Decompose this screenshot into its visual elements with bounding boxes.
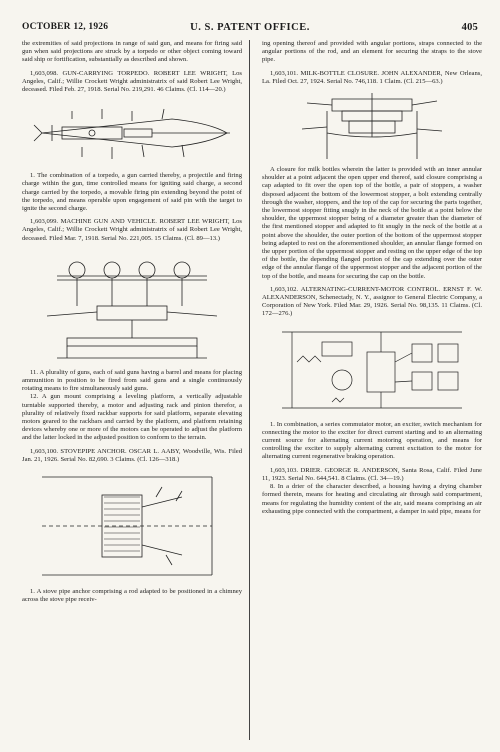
machine-gun-figure — [37, 246, 227, 366]
patent-heading-milk-bottle-closure: 1,603,101. MILK-BOTTLE CLOSURE. JOHN ALEXANDER, New Orleans, La. Filed Oct. 27, 1924. Serial No. 746,118. 1 Claim. (Cl. 215—63.) — [262, 69, 482, 85]
header-date: OCTOBER 12, 1926 — [22, 22, 109, 32]
patent-heading-machine-gun: 1,603,099. MACHINE GUN AND VEHICLE. ROBERT LEE WRIGHT, Los Angeles, Calif.; Willie Crockett Wright administratrix of said Robert Lee Wright, deceased. Filed Mar. 7, 1918. Serial No. 221,005. 15 Claims. (Cl. 89—13.) — [22, 218, 242, 242]
continued-text: the extremities of said projections in range of said gun, and means for firing said gun when said projections are struck by a torpedo or other object coming toward said ship or fortification, substantially as described and shown. — [22, 40, 242, 64]
continued-text: ing opening thereof and provided with angular portions, straps connected to the angular portions of the rod, and an element for securing the straps to the stove pipe. — [262, 40, 482, 64]
patent-heading-stovepipe-anchor: 1,603,100. STOVEPIPE ANCHOR. OSCAR L. AABY, Woodville, Wis. Filed Jan. 21, 1926. Serial No. 82,690. 3 Claims. (Cl. 126—318.) — [22, 447, 242, 463]
claim-text: 11. A plurality of guns, each of said guns having a barrel and means for placing ammunition in position to be fired from said guns and a single continuously rotating means to fire simultaneously said guns. — [22, 368, 242, 393]
milk-bottle-closure-figure — [287, 89, 457, 163]
claim-text: 1. The combination of a torpedo, a gun carried thereby, a projectile and firing charge within the gun, time controlled means for igniting said charge, a second charge carried by the torpedo, a movable firing pin extending beyond the point of the torpedo, and means operable upon engagement of said pin with the target to ignite the second charge. — [22, 172, 242, 213]
patent-heading-drier: 1,603,103. DRIER. GEORGE R. ANDERSON, Santa Rosa, Calif. Filed June 11, 1923. Serial No. 644,541. 8 Claims. (Cl. 34—19.) — [262, 466, 482, 482]
page-header — [22, 22, 478, 36]
claim-text: 8. In a drier of the character described, a housing having a drying chamber formed therein, means for heating and circulating air through said compartment, means for regulating the humidity content of the air, said means comprising an air exhausting pipe connected with the compartment, a damper in said pipe, means for — [262, 483, 482, 515]
claim-text: 1. In combination, a series commutator motor, an exciter, switch mechanism for connecting the motor to the exciter for direct current starting and to an alternating current source for alternating current motoring operation, and means for controlling the exciter to supply alternating current excitation to the motor for alternating current regenerative braking operation. — [262, 420, 482, 461]
page-number: 405 — [461, 22, 478, 33]
column-divider — [249, 40, 250, 740]
header-title: U. S. PATENT OFFICE. — [190, 22, 310, 33]
motor-control-circuit-figure — [272, 322, 472, 418]
patent-heading-ac-motor-control: 1,603,102. ALTERNATING-CURRENT-MOTOR CONTROL. ERNST F. W. ALEXANDERSON, Schenectady, N. Y., assignor to General Electric Company, a Corporation of New York. Filed Mar. 29, 1926. Serial No. 98,135. 11 Claims. (Cl. 172—276.) — [262, 285, 482, 318]
stovepipe-anchor-figure — [32, 467, 232, 585]
claim-text: 12. A gun mount comprising a leveling platform, a vertically adjustable turntable supported thereby, a motor and adjusting rack and pinion therefor, a plurality of relatively fixed rackbar supports for said platform, separate elevating motors geared to the rackbars and carried by the platform, and platform retaining devices whereby one or more of the motors can be operated to adjust the platform and the latter locked in the adjusted position to conform to the terrain. — [22, 393, 242, 442]
claim-text: 1. A stove pipe anchor comprising a rod adapted to be positioned in a chimney across the stove pipe receiv- — [22, 588, 242, 604]
right-column — [262, 40, 482, 516]
claim-text: A closure for milk bottles wherein the latter is provided with an inner annular shoulder at a point adjacent the open upper end thereof, said closure comprising a cap adapted to fit over the open top of the bottle, a pair of stoppers, a washer disposed adjacent the bottom of the lowermost stopper, a bolt extending centrally through the washer, stoppers, and the top of the cap for securing the parts together, the lowermost stopper fitting snugly in the neck of the bottle at a point below the shoulder, the uppermost stopper being of a diameter greater than the diameter of the first mentioned stopper and adapted to fit snugly in the neck of the bottle at a point above the shoulder, the outer portion of the bottom of the uppermost stopper being adapted to rest on the aforementioned shoulder, an annular flange formed on the upper portion of the uppermost stopper and resting on the upper edge of the top of the bottle, the depending flanged portion of the cap extending over the outer edge of the annular flange of the uppermost stopper and the adjacent portion of the top of the bottle, and means for securing the cap on the bottle. — [262, 166, 482, 280]
torpedo-figure — [32, 97, 232, 169]
patent-heading-gun-carrying-torpedo: 1,603,098. GUN-CARRYING TORPEDO. ROBERT LEE WRIGHT, Los Angeles, Calif.; Willie Crockett Wright administratrix of said Robert Lee Wright, deceased. Filed Feb. 27, 1918. Serial No. 219,291. 46 Claims. (Cl. 114—20.) — [22, 69, 242, 94]
left-column — [22, 40, 242, 604]
